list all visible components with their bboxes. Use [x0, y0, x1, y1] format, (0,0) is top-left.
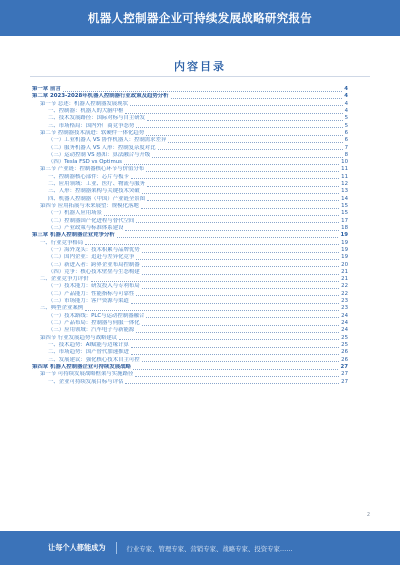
toc-entry-text: 第三节 产业链：控制器核心环节与价值分布 [40, 166, 145, 173]
toc-leader-dots [91, 281, 340, 282]
toc-entry-page: 23 [341, 298, 348, 305]
toc-entry[interactable] [32, 93, 348, 100]
toc-leader-dots [142, 361, 339, 362]
toc-entry[interactable] [32, 357, 348, 364]
toc-entry-page: 4 [344, 100, 348, 107]
footer-tagline: 行业专家、管理专家、营销专家、战略专家、投资专家…… [126, 544, 293, 553]
toc-entry-page: 27 [341, 378, 348, 385]
toc-leader-dots [142, 193, 339, 194]
toc-entry-text: （三）产业政策与标准体系建设 [48, 224, 124, 231]
toc-entry[interactable] [32, 130, 348, 137]
toc-entry[interactable] [32, 327, 348, 334]
toc-leader-dots [136, 295, 339, 296]
toc-entry-page: 24 [341, 327, 348, 334]
toc-entry[interactable] [32, 371, 348, 378]
toc-leader-dots [131, 354, 339, 355]
toc-entry-text: 第一节 总述：机器人控制器发展现状 [40, 100, 128, 107]
toc-leader-dots [104, 215, 339, 216]
toc-entry[interactable] [32, 262, 348, 269]
toc-leader-dots [85, 310, 339, 311]
toc-entry[interactable] [32, 254, 348, 261]
toc-entry-page: 21 [341, 276, 348, 283]
toc-entry-page: 8 [344, 151, 348, 158]
toc-entry[interactable] [32, 283, 348, 290]
toc-entry[interactable] [32, 196, 348, 203]
toc-leader-dots [117, 237, 339, 238]
toc-entry[interactable] [32, 108, 348, 115]
toc-entry-text: （一）技术路线：PLC与运动控制器融合 [48, 312, 145, 319]
toc-entry-text: （一）技术能力：研发投入与专利布局 [48, 283, 140, 290]
toc-entry-text: （三）运动控制 VS 感知：算法融合与升级 [48, 151, 151, 158]
toc-title: 内容目录 [174, 60, 226, 73]
toc-entry-text: （三）新进入者：跨界企业布局控制器 [48, 261, 140, 268]
header-bar [0, 0, 400, 36]
toc-entry[interactable] [32, 225, 348, 232]
toc-leader-dots [125, 113, 342, 114]
toc-entry[interactable] [32, 174, 348, 181]
toc-entry[interactable] [32, 123, 348, 130]
toc-entry-page: 5 [344, 115, 348, 122]
toc-entry-text: 二、应用领域：工业、医疗、物流与服务 [48, 181, 146, 188]
toc-entry[interactable] [32, 342, 348, 349]
toc-leader-dots [142, 266, 339, 267]
toc-leader-dots [63, 91, 342, 92]
toc-entry-text: 四、机器人控制器（中国）产业链全景图 [48, 195, 146, 202]
toc-entry[interactable] [32, 313, 348, 320]
toc-entry[interactable] [32, 203, 348, 210]
toc-entry-page: 22 [341, 290, 348, 297]
toc-entry[interactable] [32, 159, 348, 166]
toc-leader-dots [125, 383, 339, 384]
footer-divider [116, 542, 117, 554]
toc-entry-text: （四）竞争：核心技术壁垒与生态构建 [48, 268, 140, 275]
toc-entry-text: 第四章 机器人控制器企业可持续发展战略 [32, 363, 131, 370]
toc-entry-page: 6 [344, 137, 348, 144]
toc-entry[interactable] [32, 320, 348, 327]
toc-entry-page: 19 [341, 239, 348, 246]
toc-leader-dots [147, 186, 339, 187]
toc-entry-page: 5 [344, 122, 348, 129]
toc-entry-text: （三）市场能力：客户资源与渠道 [48, 298, 129, 305]
toc-entry-page: 25 [341, 341, 348, 348]
toc-entry-page: 17 [341, 217, 348, 224]
toc-entry[interactable] [32, 298, 348, 305]
toc-leader-dots [142, 252, 339, 253]
toc-entry-text: 三、发展建议：强化核心技术自主可控 [48, 356, 140, 363]
toc-leader-dots [147, 120, 343, 121]
toc-entry-page: 7 [344, 144, 348, 151]
toc-entry-text: 第四节 行业发展趋势与战略建议 [40, 334, 118, 341]
toc-entry-page: 15 [341, 210, 348, 217]
toc-entry-page: 19 [341, 254, 348, 261]
toc-entry-text: （四）Tesla FSD vs Optimus [48, 159, 122, 166]
toc-entry-text: （二）产品布局：控制器与伺服一体化 [48, 320, 140, 326]
toc-entry-text: 二、企业竞争力评价 [40, 276, 89, 283]
toc-entry-page: 20 [341, 261, 348, 268]
toc-entry-page: 10 [341, 159, 348, 166]
toc-leader-dots [147, 200, 339, 201]
toc-entry[interactable] [32, 291, 348, 298]
footer-bar [0, 531, 400, 565]
toc-entry-text: 一、控制器：机器人的大脑中枢 [48, 107, 124, 114]
toc-leader-dots [142, 288, 339, 289]
toc-leader-dots [131, 303, 339, 304]
toc-leader-dots [119, 339, 339, 340]
toc-entry-text: 二、市场趋势：国产替代加速推进 [48, 349, 129, 356]
toc-entry-page: 27 [340, 363, 348, 370]
toc-entry-text: 一、企业可持续发展目标与评估 [48, 378, 124, 385]
toc-entry-page: 18 [341, 224, 348, 231]
toc-entry-page: 12 [341, 181, 348, 188]
toc-entry-text: 第三章 机器人控制器企业竞争分析 [32, 232, 115, 239]
toc-leader-dots [124, 164, 339, 165]
toc-entry-page: 11 [341, 173, 348, 180]
toc-entry-page: 26 [341, 349, 348, 356]
toc-entry-text: 三、市场格局：国内外厂商竞争态势 [48, 122, 135, 129]
toc-leader-dots [141, 208, 339, 209]
toc-leader-dots [131, 347, 339, 348]
toc-divider [30, 76, 370, 77]
toc-entry[interactable] [32, 335, 348, 342]
toc-leader-dots [136, 127, 342, 128]
page-number: 2 [366, 512, 370, 518]
toc-leader-dots [146, 317, 339, 318]
toc-entry[interactable] [32, 247, 348, 254]
toc-entry-page: 24 [341, 312, 348, 319]
toc-entry-page: 6 [344, 129, 348, 136]
table-of-contents [32, 86, 348, 501]
toc-entry[interactable] [32, 86, 348, 93]
toc-entry-page: 4 [344, 107, 348, 114]
toc-entry-text: （一）工业机器人 VS 协作机器人：控制需求差异 [48, 137, 167, 144]
toc-leader-dots [142, 274, 339, 275]
toc-leader-dots [146, 171, 339, 172]
toc-entry[interactable] [32, 232, 348, 239]
toc-entry-text: 第一节 可持续发展战略框架与实施路径 [40, 371, 134, 378]
toc-entry-text: （一）机器人应用场景 [48, 210, 102, 217]
toc-entry-page: 19 [340, 232, 348, 239]
toc-entry-page: 22 [341, 283, 348, 290]
toc-entry[interactable] [32, 137, 348, 144]
toc-entry-page: 25 [341, 334, 348, 341]
toc-entry[interactable] [32, 269, 348, 276]
toc-leader-dots [133, 369, 339, 370]
toc-leader-dots [131, 178, 339, 179]
toc-entry-text: 一、行业竞争格局 [40, 239, 84, 246]
toc-entry-text: 第四节 应用拓展与未来展望：规模化落地 [40, 203, 139, 209]
toc-entry-text: 三、人形：控制器架构与关键技术突破 [48, 188, 140, 195]
toc-entry-page: 27 [341, 371, 348, 378]
toc-entry-text: 二、技术发展路径：国际对标与自主研发 [48, 115, 146, 122]
toc-entry[interactable] [32, 145, 348, 152]
toc-entry-text: （二）控制器国产化进程与替代空间 [48, 217, 135, 224]
toc-entry-page: 4 [344, 86, 348, 92]
toc-entry[interactable] [32, 101, 348, 108]
toc-entry[interactable] [32, 181, 348, 188]
toc-entry-text: （二）国内企业：追赶与差异化竞争 [48, 254, 135, 261]
toc-leader-dots [171, 98, 343, 99]
toc-entry-text: 第一章 前言 [32, 86, 61, 92]
toc-entry[interactable] [32, 364, 348, 371]
toc-entry[interactable] [32, 276, 348, 283]
toc-leader-dots [136, 222, 339, 223]
toc-entry-page: 21 [341, 268, 348, 275]
toc-entry[interactable] [32, 166, 348, 173]
toc-entry[interactable] [32, 115, 348, 122]
toc-leader-dots [142, 325, 339, 326]
toc-entry-text: 三、典型企业案例 [40, 305, 84, 312]
toc-entry-page: 4 [344, 93, 348, 100]
toc-leader-dots [152, 157, 342, 158]
toc-entry-page: 19 [341, 246, 348, 253]
footer-slogan: 让每个人都能成为 [48, 543, 106, 552]
toc-leader-dots [136, 332, 339, 333]
toc-entry-text: 一、技术趋势：AI赋能与边缘计算 [48, 341, 129, 348]
toc-leader-dots [135, 376, 339, 377]
toc-entry[interactable] [32, 152, 348, 159]
toc-entry-page: 13 [341, 188, 348, 195]
toc-entry[interactable] [32, 240, 348, 247]
toc-entry[interactable] [32, 188, 348, 195]
toc-entry-text: 一、控制器核心部件：芯片与板卡 [48, 173, 129, 180]
toc-leader-dots [158, 149, 343, 150]
toc-leader-dots [136, 259, 339, 260]
toc-entry-page: 15 [341, 203, 348, 209]
toc-entry-page: 26 [341, 356, 348, 363]
toc-entry-text: 第二节 控制器技术演进：软硬件一体化趋势 [40, 129, 145, 136]
toc-entry-text: （三）应用领域：汽车电子与新能源 [48, 327, 135, 334]
toc-entry-text: 第二章 2023-2028年机器人控制器行业政策及趋势分析 [32, 93, 169, 100]
toc-leader-dots [130, 105, 343, 106]
report-title: 机器人控制器企业可持续发展战略研究报告 [87, 11, 313, 25]
toc-entry-text: （一）海外龙头：技术积累与品牌优势 [48, 246, 140, 253]
toc-entry-text: （二）服务机器人 VS 人形：控制复杂度对比 [48, 144, 156, 151]
toc-leader-dots [146, 135, 342, 136]
toc-entry-page: 24 [341, 320, 348, 326]
toc-entry-page: 11 [341, 166, 348, 173]
toc-entry-text: （二）产品能力：性能指标与可靠性 [48, 290, 135, 297]
toc-entry[interactable] [32, 305, 348, 312]
toc-entry[interactable] [32, 379, 348, 386]
toc-entry[interactable] [32, 210, 348, 217]
toc-entry[interactable] [32, 218, 348, 225]
toc-leader-dots [125, 230, 339, 231]
toc-entry[interactable] [32, 349, 348, 356]
toc-entry-page: 14 [341, 195, 348, 202]
toc-entry-page: 23 [341, 305, 348, 312]
toc-leader-dots [85, 244, 339, 245]
toc-leader-dots [168, 142, 342, 143]
